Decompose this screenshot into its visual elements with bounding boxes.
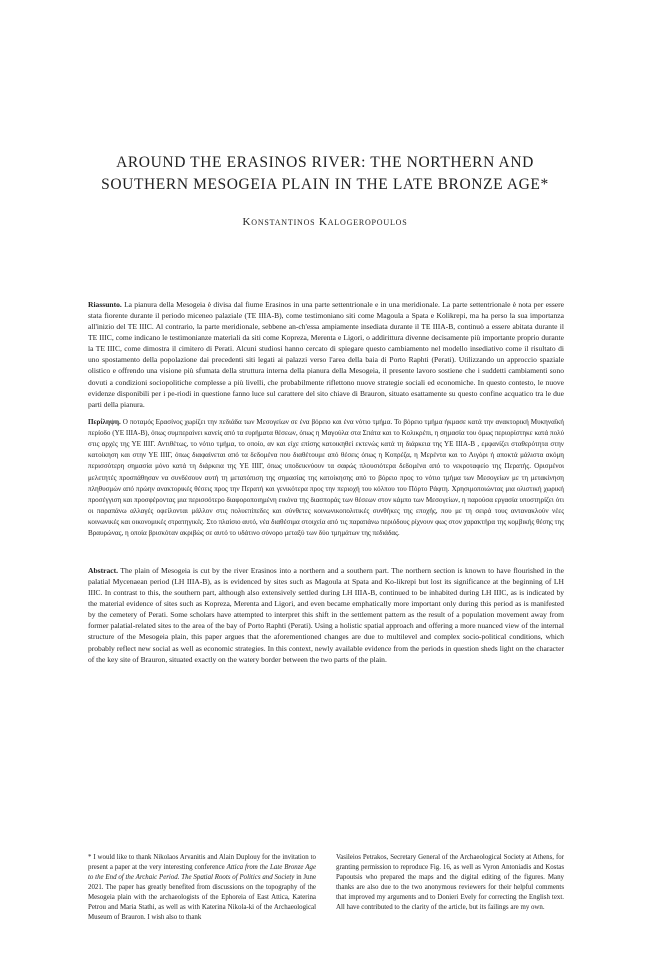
riassunto-paragraph (88, 299, 564, 411)
footnote-left-column (88, 853, 316, 923)
footnote-right-column: Vasileios Petrakos, Secretary General of the Archaeological Society at Athens, for granting permission to reproduce Fig. 16, as well as Vyron Antoniadis and Kostas Papoutsis who prepared the maps and the digital editing of the figures. Many thanks are also due to the two anonymous reviewers for their helpful comments that improved my arguments and to Donieri Evely for correcting the English text. All have contributed to the clarity of the article, but its failings are my own. (336, 854, 564, 911)
title-line-1: AROUND THE ERASINOS RIVER: THE NORTHERN AND (116, 154, 534, 171)
perilipsi-text: Ο ποταμός Ερασίνος χωρίζει την πεδιάδα των Μεσογείων σε ένα βόρειο και ένα νότιο τμήμα. Το βόρειο τμήμα ήκμασε κατά την ανακτορική Μυκηναϊκή περίοδο (ΥΕ ΙΙΙΑ-Β), όπως συμπεραίνει κανείς από τα ευρήματα θέσεων, όπως η Μαγούλα στα Σπάτα και το Κολικρέπι, η σημασία του όμως περιορίστηκε κατά πολύ στις αρχές της ΥΕ ΙΙΙΓ. Αντιθέτως, το νότιο τμήμα, το οποίο, αν και είχε επίσης κατοικηθεί εκτενώς κατά τη διάρκεια της ΥΕ ΙΙΙΑ-Β , εμφανίζει σταθερότητα στην κατοίκηση και στην ΥΕ ΙΙΙΓ, όπως διαφαίνεται από τα δεδομένα που διαθέτουμε από θέσεις όπως η Κοπρέζα, η Μερέντα και το Λιγόρι ή αποκτά μάλιστα ακόμη περισσότερη σημασία μόνο κατά τη διάρκεια της ΥΕ ΙΙΙΓ, όπως υποδεικνύουν τα σαφώς πλουσιότερα δεδομένα από το νεκροταφείο της Περατής. Ορισμένοι μελετητές προσπάθησαν να συνδέσουν αυτή τη μετατόπιση της σημασίας της κατοίκησης από το βόρειο προς το νότιο τμήμα των Μεσογείων με τη μετακίνηση πληθυσμών από πρώην ανακτορικές θέσεις προς την Περατή και γενικότερα προς την περιοχή του κόλπου του Πόρτο Ράφτη. Χρησιμοποιώντας μια ολιστική χωρική προσέγγιση και προσφέροντας μια περισσότερο διαφοροποιημένη εικόνα της διασποράς των θέσεων στον κάμπο των Μεσογείων, η παρούσα εργασία υποστηρίζει ότι οι παραπάνω αλλαγές οφείλονται μάλλον στις πολυεπίπεδες και σύνθετες κοινωνικοπολιτικές συνθήκες της εποχής, που με τη σειρά τους αντανακλούν νέες κοινωνικές και οικονομικές στρατηγικές. Στο πλαίσιο αυτό, νέα διαθέσιμα στοιχεία από τις παραπάνω περιόδους ρίχνουν φως στον χαρακτήρα της κομβικής θέσης της Βραυρώνας, η οποία βρισκόταν ακριβώς σε αυτό το υδάτινο σύνορο μεταξύ των δύο τμημάτων της πεδιάδας. (88, 418, 565, 538)
perilipsi-label: Περίληψη. (88, 418, 121, 427)
author-name: Konstantinos Kalogeropoulos (242, 216, 408, 228)
abstract-paragraph (88, 565, 564, 665)
riassunto-label: Riassunto. (88, 299, 122, 309)
title-line-2: SOUTHERN MESOGEIA PLAIN IN THE LATE BRONZE AGE* (101, 176, 549, 193)
abstract-text: The plain of Mesogeia is cut by the river Erasinos into a northern and a southern part. The northern section is known to have flourished in the palatial Mycenaean period (LH IIIA-B), as is evidenced by sites such as Magoula at Spata and Ko-likrepi but lost its significance at the beginning of LH IIIC. In contrast to this, the southern part, although also extensively settled during LH IIIA-B, continued to be inhabited during LH IIIC, as is indicated by the material evidence of sites such as Kopreza, Merenta and Ligori, and even became emphatically more important only during this period as is manifested by the cemetery of Perati. Some scholars have attempted to interpret this shift in the settlement pattern as the result of a population movement away from former palatial-related sites to the area of the bay of Porto Raphti (Perati). Using a holistic spatial approach and offering a more nuanced view of the internal structure of the Mesogeia plain, this paper argues that the aforementioned changes are due to multilevel and complex socio-political conditions, which probably reflect new social as well as economic strategies. In this context, newly available evidence from the periods in question sheds light on the character of the key site of Brauron, situated exactly on the watery border between the two parts of the plain. (88, 565, 564, 664)
footnote-conference-title: Attica from the Late Bronze Age to the End of the Archaic Period. The Spatial Roots of Politics and Society (88, 864, 316, 881)
footnote-left-text-1: * I would like to thank Nikolaos Arvanitis and Alain Duplouy for the invitation to present a paper at the very interesting conference (88, 854, 316, 871)
riassunto-text: La pianura della Mesogeia è divisa dal fiume Erasinos in una parte settentrionale e in una meridionale. La parte settentrionale è nota per essere stata fiorente durante il periodo miceneo palaziale (TE IIIA-B), come testimoniano siti come Magoula a Spata e Kolikrepi, ma ha perso la sua importanza all'inizio del TE IIIC. Al contrario, la parte meridionale, sebbene an-ch'essa ampiamente insediata durante il TE IIIA-B, continuò a essere abitata durante il TE IIIC, come indicano le testimonianze materiali da siti come Kopreza, Merenta e Ligori, o addirittura divenne decisamente più importante proprio durante la TE IIIC, come dimostra il cimitero di Perati. Alcuni studiosi hanno cercato di spiegare questo cambiamento nel modello insediativo come il risultato di uno spostamento della popolazione dai precedenti siti legati ai palazzi verso l'area della baia di Porto Raphti (Perati). Utilizzando un approccio spaziale olistico e offrendo una visione più sfumata della struttura interna della pianura della Mesogeia, il presente lavoro sostiene che i suddetti cambiamenti sono dovuti a condizioni sociopolitiche complesse a più livelli, che probabilmente riflettono nuove strategie sociali ed economiche. In questo contesto, le nuove evidenze disponibili per i pe-riodi in questione fanno luce sul carattere del sito chiave di Brauron, situato esattamente su questo confine acquatico tra le due parti della pianura. (88, 299, 565, 409)
article-title (60, 152, 590, 196)
footnote-left-text-2: in June 2021. The paper has greatly benefited from discussions on the topography of the Mesogeia plain with the archaeologists of the Ephoreia of East Attica, Katerina Petrou and Maria Stathi, as well as with Katerina Nikola-ki of the Archaeological Museum of Brauron. I wish also to thank (88, 874, 316, 921)
abstract-label: Abstract. (88, 565, 118, 575)
perilipsi-paragraph (88, 417, 564, 539)
